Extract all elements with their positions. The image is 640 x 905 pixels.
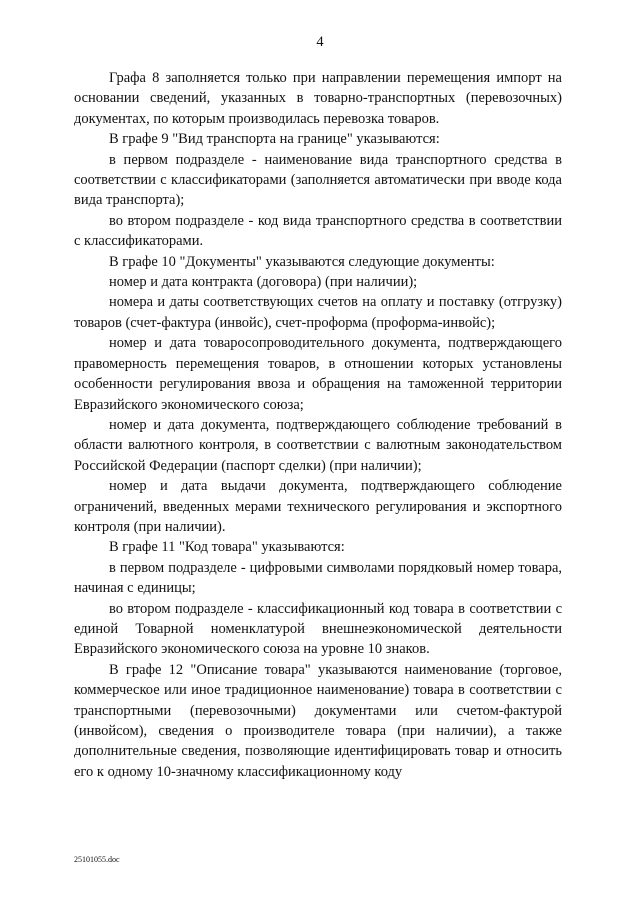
paragraph: номер и дата документа, подтверждающего соблюдение требований в области валютного контроля, в соответствии с валютным законодательством Российской Федерации (паспорт сделки) (при наличии);: [74, 416, 562, 474]
paragraph: Графа 8 заполняется только при направлении перемещения импорт на основании сведений, указанных в товарно-транспортных (перевозочных) документах, по которым производилась перевозка товаров.: [74, 70, 562, 127]
document-body: [74, 68, 562, 782]
paragraph: номер и дата выдачи документа, подтверждающего соблюдение ограничений, введенных мерами технического регулирования и экспортного контроля (при наличии).: [74, 478, 562, 535]
paragraph: В графе 12 "Описание товара" указываются наименование (торговое, коммерческое или иное традиционное наименование) товара в соответствии с транспортными (перевозочными) документами или счетом-фактурой (инвойсом), сведения о производителе товара (при наличии), а также дополнительные сведения, позволяющие идентифицировать товар и относить его к одному 10-значному классификационному коду: [74, 661, 562, 780]
paragraph: В графе 9 "Вид транспорта на границе" указываются:: [109, 131, 440, 148]
paragraph: номер и дата товаросопроводительного документа, подтверждающего правомерность перемещения товаров, в отношении которых установлены особенности регулирования ввоза и обращения на таможенной территории Евразийского экономического союза;: [74, 335, 562, 413]
paragraph: В графе 10 "Документы" указываются следующие документы:: [109, 253, 495, 270]
paragraph: во втором подразделе - код вида транспортного средства в соответствии с классификаторами.: [74, 212, 562, 250]
paragraph: номера и даты соответствующих счетов на оплату и поставку (отгрузку) товаров (счет-фактура (инвойс), счет-проформа (проформа-инвойс);: [74, 294, 562, 331]
page-number: 4: [316, 34, 324, 50]
paragraph: в первом подразделе - цифровыми символами порядковый номер товара, начиная с единицы;: [74, 559, 562, 597]
paragraph: во втором подразделе - классификационный код товара в соответствии с единой Товарной номенклатурой внешнеэкономической деятельности Евразийского экономического союза на уровне 10 знаков.: [74, 600, 562, 658]
paragraph: номер и дата контракта (договора) (при наличии);: [109, 274, 418, 291]
footer-file-name: 25101055.doc: [74, 855, 120, 864]
paragraph: В графе 11 "Код товара" указываются:: [109, 539, 345, 556]
paragraph: в первом подразделе - наименование вида транспортного средства в соответствии с классификаторами (заполняется автоматически при вводе кода вида транспорта);: [74, 151, 562, 209]
